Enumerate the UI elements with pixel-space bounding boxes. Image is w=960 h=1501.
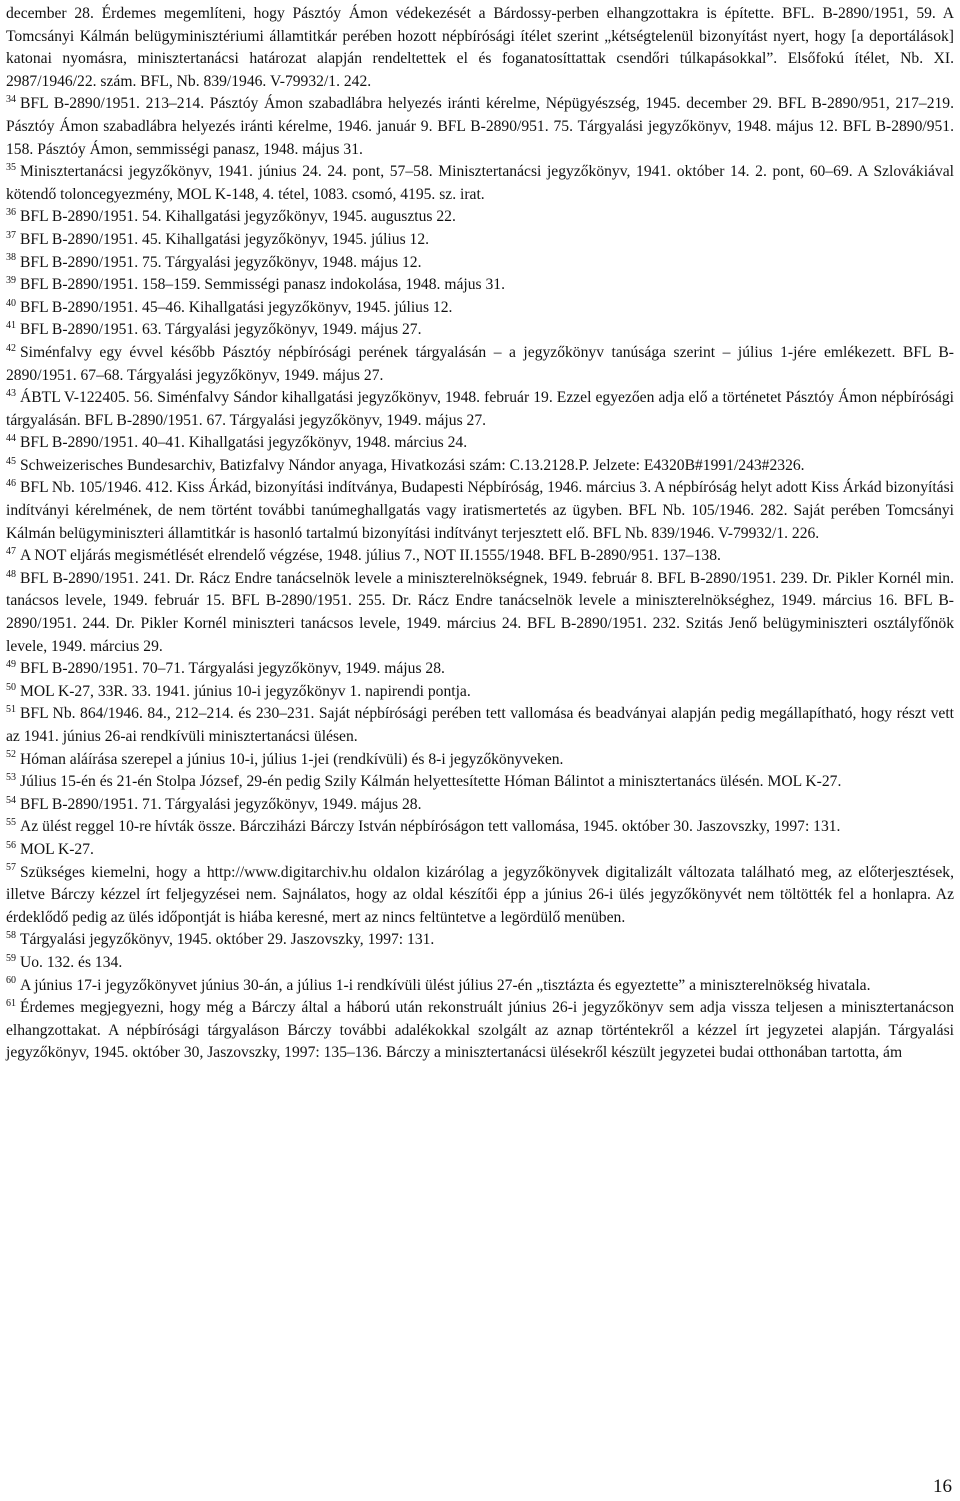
footnote-text: Hóman aláírása szerepel a június 10-i, július 1-jei (rendkívüli) és 8-i jegyzőkönyveken. (20, 750, 564, 768)
footnote-text: Tárgyalási jegyzőkönyv, 1945. október 29. Jaszovszky, 1997: 131. (20, 931, 435, 949)
footnote-number: 58 (6, 930, 16, 942)
footnote (6, 161, 954, 206)
footnote-number: 42 (6, 342, 16, 354)
footnote-list (6, 3, 954, 1065)
footnote (6, 997, 954, 1065)
footnote (6, 794, 954, 817)
footnote-text: BFL B-2890/1951. 45. Kihallgatási jegyzőkönyv, 1945. július 12. (20, 230, 430, 248)
footnote-text: BFL B-2890/1951. 158–159. Semmisségi panasz indokolása, 1948. május 31. (20, 276, 505, 294)
footnote-text: BFL B-2890/1951. 63. Tárgyalási jegyzőkönyv, 1949. május 27. (20, 321, 422, 339)
footnote-number: 36 (6, 207, 16, 219)
footnote-text: Minisztertanácsi jegyzőkönyv, 1941. június 24. 24. pont, 57–58. Minisztertanácsi jegyzőkönyv, 1941. október 14. 2. pont, 60–69. A Szlovákiával kötendő toloncegyezmény, MOL K-148, 4. tétel, 1083. csomó, 4195. sz. irat. (6, 163, 954, 203)
footnote-text: A június 17-i jegyzőkönyvet június 30-án, a július 1-i rendkívüli ülést július 27-én „tisztázta és egyeztette” a miniszterelnökség hivatala. (20, 976, 871, 994)
footnote (6, 3, 954, 93)
footnote (6, 749, 954, 772)
footnote-text: Július 15-én és 21-én Stolpa József, 29-én pedig Szily Kálmán helyettesítette Hóman Bálintot a minisztertanács ülésén. MOL K-27. (20, 773, 842, 791)
footnote (6, 93, 954, 161)
footnote (6, 975, 954, 998)
footnote-text: Szükséges kiemelni, hogy a http://www.digitarchiv.hu oldalon kizárólag a jegyzőkönyvek digitalizált változata található meg, az előterjesztések, illetve Bárczy kézzel írt feljegyzései nem. Sajnálatos, hogy az oldal készítői épp a június 26-i ülés jegyzőkönyvét nem töltötték fel a honlapra. Az érdeklődő pedig az ülés időpontját is hiába keresné, mert az nincs feltüntetve a legördülő menüben. (6, 863, 954, 926)
footnote-text: BFL B-2890/1951. 40–41. Kihallgatási jegyzőkönyv, 1948. március 24. (20, 434, 468, 452)
footnote (6, 342, 954, 387)
footnote (6, 206, 954, 229)
footnote-number: 44 (6, 433, 16, 445)
footnote (6, 455, 954, 478)
footnote-text: Uo. 132. és 134. (20, 953, 123, 971)
footnote-text: BFL Nb. 105/1946. 412. Kiss Árkád, bizonyítási indítványa, Budapesti Népbíróság, 1946. március 3. A népbíróság helyt adott Kiss Árkád bizonyítási indítványi kérelmének, de nem történt további tanúmeghallgatás vagy iratismertetés az ügyben. BFL Nb. 105/1946. 282. Saját perében Tomcsányi Kálmán belügyminiszteri államtitkár is hasonló tartalmú bizonyítási indítványt terjesztett elő. BFL Nb. 839/1946. V-79932/1. 226. (6, 479, 954, 542)
footnote-text: MOL K-27. (20, 840, 94, 858)
footnote (6, 681, 954, 704)
footnote-number: 48 (6, 568, 16, 580)
footnote (6, 658, 954, 681)
footnote (6, 703, 954, 748)
footnote-number: 43 (6, 387, 16, 399)
footnote (6, 297, 954, 320)
footnote-text: A NOT eljárás megismétlését elrendelő végzése, 1948. július 7., NOT II.1555/1948. BFL B-2890/951. 137–138. (20, 547, 721, 565)
footnote (6, 274, 954, 297)
footnote-text: BFL B-2890/1951. 75. Tárgyalási jegyzőkönyv, 1948. május 12. (20, 253, 422, 271)
footnote-text: BFL B-2890/1951. 45–46. Kihallgatási jegyzőkönyv, 1945. július 12. (20, 298, 453, 316)
footnote-text: december 28. Érdemes megemlíteni, hogy Pásztóy Ámon védekezését a Bárdossy-perben elhangzottakra is építette. BFL. B-2890/1951, 59. A Tomcsányi Kálmán belügyminisztériumi államtitkár perében hozott népbírósági ítélet szerint „kétségtelenül bizonyítást nyert, hogy [a deportálások] katonai nyomásra, minisztertanácsi határozat alapján rendeltettek el és foganatosíttattak csendőri túlkapásokkal”. Elsőfokú ítélet, Nb. XI. 2987/1946/22. szám. BFL, Nb. 839/1946. V-79932/1. 242. (6, 5, 954, 90)
footnote-number: 50 (6, 681, 16, 693)
footnote-number: 56 (6, 839, 16, 851)
footnote-number: 47 (6, 546, 16, 558)
footnote (6, 839, 954, 862)
footnote-number: 46 (6, 478, 16, 490)
footnote-text: BFL B-2890/1951. 54. Kihallgatási jegyzőkönyv, 1945. augusztus 22. (20, 208, 456, 226)
footnote-number: 54 (6, 794, 16, 806)
footnote-text: BFL B-2890/1951. 71. Tárgyalási jegyzőkönyv, 1949. május 28. (20, 795, 422, 813)
footnote-number: 40 (6, 297, 16, 309)
footnote-text: BFL Nb. 864/1946. 84., 212–214. és 230–231. Saját népbírósági perében tett vallomása és beadványai alapján pedig megállapítható, hogy részt vett az 1941. június 26-ai rendkívüli minisztertanácsi ülésen. (6, 705, 954, 745)
footnote (6, 568, 954, 658)
footnote (6, 387, 954, 432)
footnote-text: BFL B-2890/1951. 213–214. Pásztóy Ámon szabadlábra helyezés iránti kérelme, Népügyészség, 1945. december 29. BFL B-2890/951, 217–219. Pásztóy Ámon szabadlábra helyezés iránti kérelme, 1946. január 9. BFL B-2890/951. 75. Tárgyalási jegyzőkönyv, 1948. május 12. BFL B-2890/951. 158. Pásztóy Ámon, semmisségi panasz, 1948. május 31. (6, 95, 954, 158)
footnote-text: Az ülést reggel 10-re hívták össze. Bárcziházi Bárczy István népbíróságon tett vallomása, 1945. október 30. Jaszovszky, 1997: 131. (20, 818, 841, 836)
footnote-number: 35 (6, 161, 16, 173)
footnote-text: Schweizerisches Bundesarchiv, Batizfalvy Nándor anyaga, Hivatkozási szám: C.13.2128.P. Jelzete: E4320B#1991/243#2326. (20, 456, 805, 474)
footnote-number: 55 (6, 817, 16, 829)
footnote-number: 57 (6, 862, 16, 874)
footnote (6, 252, 954, 275)
footnote-text: BFL B-2890/1951. 241. Dr. Rácz Endre tanácselnök levele a miniszterelnökségnek, 1949. február 8. BFL B-2890/1951. 239. Dr. Pikler Kornél min. tanácsos levele, 1949. február 15. BFL B-2890/1951. 255. Dr. Rácz Endre tanácselnök levele a miniszterelnökséghez, 1949. március 16. BFL B-2890/1951. 244. Dr. Pikler Kornél miniszteri tanácsos levele, 1949. március 24. BFL B-2890/1951. 232. Szitás Jenő belügyminiszteri osztályfőnök levele, 1949. március 29. (6, 569, 954, 655)
footnote (6, 229, 954, 252)
footnote (6, 862, 954, 930)
footnote-number: 60 (6, 975, 16, 987)
footnote-text: Érdemes megjegyezni, hogy még a Bárczy által a háború után rekonstruált június 26-i jegyzőkönyv sem adja vissza teljesen a minisztertanácson elhangzottakat. A népbírósági tárgyaláson Bárczy további adalékokkal szolgált az aznap történtekről a kézzel írt jegyzetei alapján. Tárgyalási jegyzőkönyv, 1945. október 30, Jaszovszky, 1997: 135–136. Bárczy a minisztertanácsi ülésekről készült jegyzetei budai otthonában tartotta, ám (6, 999, 954, 1062)
footnote (6, 816, 954, 839)
footnote (6, 771, 954, 794)
footnote (6, 477, 954, 545)
footnote (6, 432, 954, 455)
footnote-text: MOL K-27, 33R. 33. 1941. június 10-i jegyzőkönyv 1. napirendi pontja. (20, 682, 471, 700)
page-number: 16 (933, 1476, 952, 1497)
footnote-text: Siménfalvy egy évvel később Pásztóy népbírósági perének tárgyalásán – a jegyzőkönyv tanúsága szerint – július 1-jére emlékezett. BFL B-2890/1951. 67–68. Tárgyalási jegyzőkönyv, 1949. május 27. (6, 343, 954, 384)
footnote-number: 59 (6, 952, 16, 964)
footnote-number: 51 (6, 704, 16, 716)
footnote-number: 45 (6, 455, 16, 467)
footnote-number: 49 (6, 659, 16, 671)
footnote-number: 34 (6, 94, 16, 106)
footnote (6, 319, 954, 342)
footnote-number: 61 (6, 997, 16, 1009)
footnote-number: 53 (6, 772, 16, 783)
footnote-text: BFL B-2890/1951. 70–71. Tárgyalási jegyzőkönyv, 1949. május 28. (20, 660, 445, 678)
footnote-number: 38 (6, 252, 16, 264)
footnote (6, 929, 954, 952)
footnote-number: 37 (6, 229, 16, 241)
footnote (6, 545, 954, 568)
footnote-number: 39 (6, 274, 16, 286)
footnote-number: 52 (6, 749, 16, 761)
footnote-number: 41 (6, 320, 16, 332)
footnote (6, 952, 954, 975)
footnote-text: ÁBTL V-122405. 56. Siménfalvy Sándor kihallgatási jegyzőkönyv, 1948. február 19. Ezzel egyezően adja elő a történetet Pásztóy Ámon népbírósági tárgyalásán. BFL B-2890/1951. 67. Tárgyalási jegyzőkönyv, 1949. május 27. (6, 389, 954, 429)
